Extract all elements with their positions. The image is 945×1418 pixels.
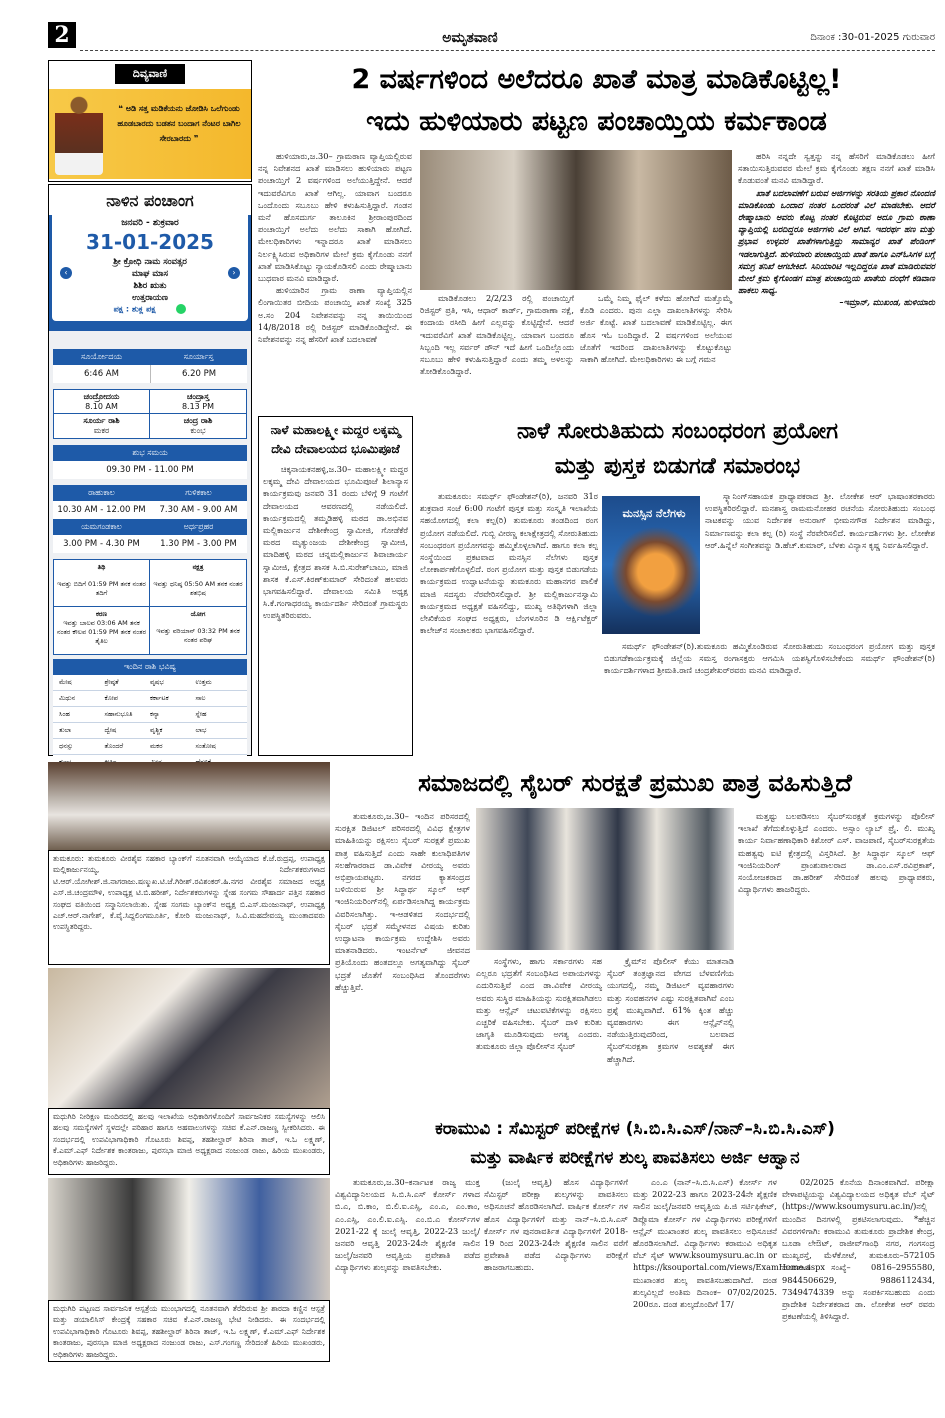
rashi-title: ಇಂದಿನ ರಾಶಿ ಭವಿಷ್ಯ xyxy=(53,659,247,675)
shubha-label: ಶುಭ ಸಮಯ xyxy=(53,445,247,461)
moonset-label: ಚಂದ್ರಾಸ್ತ xyxy=(186,391,210,401)
article1-column-1 xyxy=(258,150,412,414)
article3-headline: ಸಮಾಜದಲ್ಲಿ ಸೈಬರ್ ಸುರಕ್ಷತೆ ಪ್ರಮುಖ ಪಾತ್ರ ವಹಿಸುತ್ತಿದೆ xyxy=(418,769,852,797)
article2-column-3 xyxy=(604,640,935,756)
samvatsara: ಶ್ರೀ ಕ್ರೋಧಿ ನಾಮ ಸಂವತ್ಸರ xyxy=(113,257,187,267)
panchanga-day: ಜನವರಿ - ಶುಕ್ರವಾರ xyxy=(121,218,179,228)
rashi-row xyxy=(53,691,247,707)
mahalakshmi-box xyxy=(258,416,413,756)
sunset-label: ಸೂರ್ಯಾಸ್ತ xyxy=(150,349,247,365)
paragraph: ತುಮಕೂರು: ಸಮರ್ಥ್ ಫೌಂಡೇಶನ್(ರಿ), ಜನವರಿ 31ರ ಶುಕ್ರವಾರ ಸಂಜೆ 6:00 ಗಂಟೆಗೆ ಪುಸ್ತಕ ಮತ್ತು ಸಂಸ್ಕೃತಿ ಇಲಾಖೆಯ ಸಹಯೋಗದಲ್ಲಿ ಕಲಾ ಕಲ್ಪ(ರಿ) ತುಮಕೂರು ತಂಡದಿಂದ ರಂಗ ಪ್ರಯೋಗ ನಡೆಯಲಿದೆ. ಗುಬ್ಬಿ ವೀರಣ್ಣ ಕಲಾಕ್ಷೇತ್ರದಲ್ಲಿ ಸೋರುತಿಹುದು ಸಂಬಂಧರಂಗ ಪ್ರಯೋಗವನ್ನು ಹಮ್ಮಿಕೊಳ್ಳಲಾಗಿದೆ. ಹಾಗೂ ಕಲಾ ಕಲ್ಪ ಸಂಸ್ಥೆಯಿಂದ ಪ್ರಕಟವಾದ ಮನಸ್ಸಿನ ನೆಲೆಗಳು ಪುಸ್ತಕ ಲೋಕಾರ್ಪಣೆಗೊಳ್ಳಲಿದೆ. ರಂಗ ಪ್ರಯೋಗ ಮತ್ತು ಪುಸ್ತಕ ಬಿಡುಗಡೆಯ ಕಾರ್ಯಕ್ರಮದ ಉದ್ಘಾಟನೆಯನ್ನು ತುಮಕೂರು ಮಹಾನಗರ ಪಾಲಿಕೆ ಮಾಜಿ ಸದಸ್ಯರು ನೆರವೇರಿಸಲಿದ್ದಾರೆ. ಶ್ರೀ ಮಲ್ಲಿಕಾರ್ಜುನಸ್ವಾಮಿ ಕಾರ್ಯಕ್ರಮದ ಅಧ್ಯಕ್ಷತೆ ವಹಿಸಲಿದ್ದು, ಮುಖ್ಯ ಅತಿಥಿಗಳಾಗಿ ಜಿಲ್ಲಾ ಲೇಖಿಕೆಯರ ಸಂಘದ ಅಧ್ಯಕ್ಷರು, ಬೆಂಗಳೂರಿನ ಡಿ ಆರ್ಕ್ಷಿಟೆಕ್ಚರ್ ಕಾಲೇಜ್‌ನ ಸಂಚಾಲಕರು ಭಾಗವಹಿಸಲಿದ್ದಾರೆ. xyxy=(420,491,598,636)
article3-column-3 xyxy=(607,955,734,1110)
whatsapp-icon[interactable] xyxy=(176,304,186,314)
rahu-label: ರಾಹುಕಾಲ xyxy=(53,485,150,501)
article4-column-3 xyxy=(633,1176,825,1416)
article1-photo xyxy=(420,150,732,290)
chandra-rashi-value: ಕುಂಭ xyxy=(190,425,206,435)
sidebar-quote: ಖಾತೆ ಬದಲಾವಣೆಗೆ ಬರುವ ಅರ್ಜಿಗಳನ್ನು ಸರತಿಯ ಪ್ರಕಾರ ನೊಂದಣಿ ಮಾಡಿಕೊಂಡು ಒಂದಾದ ನಂತರ ಒಂದರಂತೆ ವಿಲೆ ಮಾಡಬೇಕು. ಆದರೆ ರೇಷ್ಮಾಬಾನು ಅವರು ಕೊಟ್ಟ ನಂತರ ಕೊಟ್ಟಿರುವ ಅದೂ ಗ್ರಾಮ ಠಾಣಾ ವ್ಯಾಪ್ತಿಯಲ್ಲಿ ಬರದಿದ್ದರೂ ಅರ್ಜಿಗಳು ವಿಲೆ ಆಗಿವೆ. ಇದರರ್ಥ ಹಣ ಮತ್ತು ಪ್ರಭಾವ ಉಳ್ಳವರ ಖಾತೆಗಳಾಗುತ್ತಿದ್ದು ಸಾಮಾನ್ಯರ ಖಾತೆ ಪೆಂಡಿಂಗ್ ಇಡಲಾಗುತ್ತಿದೆ. ಹುಳಿಯಾರು ಪಂಚಾಯ್ತಿಯ ಖಾತೆ ಹಾಗೂ ಎನ್‌ಓಸಿಗಳ ಬಗ್ಗೆ ಸಮಗ್ರ ತನಿಖೆ ಆಗಬೇಕಿದೆ. ಸಿನಿಯಾರಿಟಿ ಇಲ್ಲದಿದ್ದರೂ ಖಾತೆ ಮಾಡಿರುವವರ ಮೇಲೆ ಕ್ರಮ ಕೈಗೊಂಡಗ ಮಾತ್ರ ಪಂಚಾಯ್ತಿಯ ಖಾತೆಯ ದಂಧೆಗೆ ಕಡಿವಾಣ ಹಾಕಲು ಸಾಧ್ಯ. xyxy=(738,187,936,296)
article2-column-1 xyxy=(420,490,598,755)
paragraph: ಸಂಸ್ಥೆಗಳು, ಹಾಗು ಸರ್ಕಾರಗಳು ಸಹ ಎಲ್ಲರೂ ಭದ್ರತೆಗೆ ಸಂಬಂಧಿಸಿದ ಅಪಾಯಗಳನ್ನು ಎದುರಿಸುತ್ತಿವೆ ಎಂದ ಡಾ.ವಿವೇಕ ವೀರಯ್ಯ ಅವರು ಸುಸ್ಥಿರ ಮಾಹಿತಿಯನ್ನು ಸುರಕ್ಷಿತವಾಗಿಡಲು ಮತ್ತು ಆನ್ಲೈನ್ ಚಟುವಟಿಕೆಗಳನ್ನು ರಕ್ಷಿಸಲು ಎಚ್ಚರಿಕೆ ವಹಿಸಬೇಕು. ಸೈಬರ್ ದಾಳಿ ಕುರಿತು ಜಾಗೃತಿ ಮೂಡಿಸುವುದು ಅಗತ್ಯ ಎಂದರು. ತುಮಕೂರು ಜಿಲ್ಲಾ ಪೊಲೀಸ್‌ನ ಸೈಬರ್ xyxy=(476,956,602,1052)
paragraph: 02/2025 ಕೊನೆಯ ದಿನಾಂಕವಾಗಿದೆ. ಪರೀಕ್ಷಾ ವೇಳಾಪಟ್ಟಿಯನ್ನು ವಿಶ್ವವಿದ್ಯಾಲಯದ ಅಧಿಕೃತ ವೆಬ್ ಸೈಟ್ (https://www.ksoumysuru.ac.in/)ನಲ್ಲಿ ಮುಂದಿನ ದಿನಗಳಲ್ಲಿ ಪ್ರಕಟಿಸಲಾಗುವುದು. *ಹೆಚ್ಚಿನ ವಿವರಗಳಿಗಾಗಿ: ಕರಾಮುವಿ ತುಮಕೂರು ಪ್ರಾದೇಶಿಕ ಕೇಂದ್ರ, ಬೂಡಾ ಲೇಔಟ್, ರಾಜೀವ್‌ಗಾಂಧಿ ನಗರ, ಗಂಗಸಂದ್ರ ಮುಖ್ಯರಸ್ತೆ, ಮೆಳೆಕೋಟೆ, ತುಮಕೂರು–572105 ದೂರವಾಣಿ ಸಂಖ್ಯೆ– 0816–2955580, 9844506629, 9886112434, 7349474339 ಅನ್ನು ಸಂಪರ್ಕಿಸಬಹುದು ಎಂದು ಪ್ರಾದೇಶಿಕ ನಿರ್ದೇಶಕರಾದ ಡಾ. ಲೋಕೇಶ ಆರ್ ರವರು ಪ್ರಕಟಣೆಯಲ್ಲಿ ತಿಳಿಸಿದ್ದಾರೆ. xyxy=(782,1177,935,1322)
header-divider xyxy=(80,50,935,51)
next-arrow-icon[interactable]: › xyxy=(228,267,240,279)
rashi-name: ಮೇಷ xyxy=(59,677,72,686)
paragraph: ಒಮ್ಮೆ ನಿಮ್ಮ ಫೈಲ್ ಕಳೆದು ಹೋಗಿದೆ ಮತ್ತೊಮ್ಮೆ ಕೊಡಿ ಎಂದರು. ಪುನಃ ಎಲ್ಲಾ ದಾಖಲಾತಿಗಳನ್ನು ಸೇರಿಸಿ ಅರ್ಜಿ ಕೊಟ್ಟೆ. ಖಾತೆ ಬದಲಾವಣೆ ಮಾಡಿಕೊಟ್ಟಿಲ್ಲ. ಈಗ ಹೊಸ ಇಓ ಬಂದಿದ್ದಾರೆ. 2 ವರ್ಷಗಳಿಂದ ಅಲೆಯುವ ಜೊತೆಗೆ ಇದರಿಂದ ದಾಖಲಾತಿಗಳನ್ನು ಕೊಟ್ಟುಕೊಟ್ಟು ಸಾಕಾಗಿ ಹೋಗಿದೆ. ಮೇಲಧಿಕಾರಿಗಳು ಈ ಬಗ್ಗೆ ಗಮನ xyxy=(580,293,732,365)
book-cover xyxy=(602,496,700,634)
paragraph: ಕ್ರೈಮ್‌ನ ಪೊಲೀಸ್ ಕೆಯು ಮಾತನಾಡಿ ಸೈಬರ್ ತಂತ್ರಜ್ಞಾನದ ವೇಗದ ಬೆಳವಣಿಗೆಯ ಯುಗದಲ್ಲಿ, ನಮ್ಮ ಡಿಜಿಟಲ್ ವ್ಯವಹಾರಗಳು ಮತ್ತು ಸಂವಹನಗಳ ಎಷ್ಟು ಸುರಕ್ಷಿತವಾಗಿವೆ ಎಂಬ ಪ್ರಶ್ನೆ ಮುಖ್ಯವಾಗಿದೆ. 61% ಕ್ಕಿಂತ ಹೆಚ್ಚು ವ್ಯವಹಾರಗಳು ಈಗ ಆನ್ಲೈನ್‌ನಲ್ಲಿ ನಡೆಯುತ್ತಿರುವುದರಿಂದ, ಬಲವಾದ ಸೈಬರ್‌ಸುರಕ್ಷತಾ ಕ್ರಮಗಳ ಅವಶ್ಯಕತೆ ಈಗ ಹೆಚ್ಚಾಗಿದೆ. xyxy=(607,956,734,1064)
ardha-value: 1.30 PM - 3.00 PM xyxy=(150,535,247,553)
masa: ಮಾಘ ಮಾಸ xyxy=(131,269,169,279)
rashi-prediction: ಸ್ನೇಹ xyxy=(195,709,207,718)
article3-column-4 xyxy=(738,810,935,1112)
article3-column-2 xyxy=(476,955,602,1110)
karana-value: ಇವತ್ತು ಬಾಲವ 03:06 AM ತನಕ ನಂತರ ಕೌಲವ 01:59 PM ತನಕ ನಂತರ ತೈತಿಲ xyxy=(56,618,147,645)
rashi-name: ಮಕರ xyxy=(150,741,163,750)
rashi-prediction: ಸಂತೋಷ xyxy=(195,741,216,750)
article2-headline-1: ನಾಳೆ ಸೋರುತಿಹುದು ಸಂಬಂಧರಂಗ ಪ್ರಯೋಗ xyxy=(516,419,839,444)
paragraph: ಎಂ.ಎ (ನಾನ್–ಸಿ.ಬಿ.ಸಿ.ಎಸ್) ಕೋರ್ಸ್ ಗಳ ಮತ್ತು 2022-23 ಹಾಗೂ 2023-24ನೇ ಶೈಕ್ಷಣಿಕ ಸಾಲಿನ ಜುಲೈ/ಜನವರಿ ಆವೃತ್ತಿಯ ಪಿ.ಜಿ ಸರ್ಟಿಫಿಕೇಟ್, ಡಿಪ್ಲೊಮಾ ಕೋರ್ಸ್ ಗಳ ವಿದ್ಯಾರ್ಥಿಗಳು ಪರೀಕ್ಷೆಗಳಿಗೆ ಆನ್ಲೈನ್ ಮುಖಾಂತರ ಶುಲ್ಕ ಪಾವತಿಸಲು ಅಧಿಸೂಚನೆ ಹೊರಡಿಸಲಾಗಿದೆ. ವಿದ್ಯಾರ್ಥಿಗಳು ಕರಾಮುವಿ ಅಧಿಕೃತ ವೆಬ್ ಸೈಟ್ www.ksoumysuru.ac.in or https://ksouportal.com/views/ExamHome.aspx ಮುಖಾಂತರ ಶುಲ್ಕ ಪಾವತಿಸಬಹುದಾಗಿದೆ. ದಂಡ ಶುಲ್ಕವಿಲ್ಲದೆ ಅಂತಿಮ ದಿನಾಂಕ– 07/02/2025. 200ರೂ. ದಂಡ ಶುಲ್ಕದೊಂದಿಗೆ 17/ xyxy=(633,1177,825,1310)
signoff: –ಇಮ್ರಾನ್, ಮುಖಂಡ, ಹುಳಿಯಾರು xyxy=(839,297,935,308)
mahalakshmi-headline: ನಾಳೆ ಮಹಾಲಕ್ಷ್ಮೀ ಮದ್ದರ ಲಕ್ಕಮ್ಮ ದೇವಿ ದೇವಾಲಯದ ಭೂಮಿಪೂಜೆ xyxy=(270,423,401,456)
yama-label: ಯಮಗಂಡಕಾಲ xyxy=(53,519,150,535)
rashi-prediction: ಸಾಲ xyxy=(195,693,206,702)
article1-headline-1: 2 ವರ್ಷಗಳಿಂದ ಅಲೆದರೂ ಖಾತೆ ಮಾತ್ರ ಮಾಡಿಕೊಟ್ಟಿಲ್ಲ! xyxy=(351,64,842,95)
ardha-label: ಅರ್ಧಪ್ರಹರ xyxy=(150,519,247,535)
article1-column-2 xyxy=(420,292,574,414)
rashi-name: ಕನ್ಯಾ xyxy=(150,709,160,718)
sunrise-label: ಸೂರ್ಯೋದಯ xyxy=(53,349,150,365)
article4-column-4 xyxy=(782,1176,935,1416)
article4-column-2 xyxy=(484,1176,628,1416)
paksha: ಪಕ್ಷ : ಶುಕ್ಲ ಪಕ್ಷ xyxy=(113,304,156,314)
moonset-value: 8.13 PM xyxy=(181,401,215,411)
article3-column-1 xyxy=(335,810,470,1112)
chandra-rashi-label: ಚಂದ್ರ ರಾಶಿ xyxy=(183,415,213,425)
bank-caption: ತುಮಕೂರು: ತುಮಕೂರು ವೀರಶೈವ ಸಹಕಾರ ಬ್ಯಾಂಕ್‌ಗೆ ನೂತನವಾಗಿ ಆಯ್ಕೆಯಾದ ಕೆ.ಜೆ.ರುದ್ರಪ್ಪ, ಉಪಾಧ್ಯಕ್ಷ ಮಲ್ಲಿಕಾರ್ಜುನಯ್ಯ, ನಿರ್ದೇಶಕರುಗಳಾದ ಟಿ.ಆರ್.ಯೋಗೀಶ್.ಜಿ.ನಾಗರಾಜು.ಷಣ್ಮುಖ.ಟಿ.ಜೆ.ಗಿರೀಶ್.ರವಿಶಂಕರ್.ಹಿ.ನಗರ ವೀರಶೈವ ಸಮಾಜದ ಅಧ್ಯಕ್ಷ ಎಸ್.ಜಿ.ಚಂದ್ರಮೌಳಿ, ಉಪಾಧ್ಯಕ್ಷ ಟಿ.ಬಿ.ಹರೀಶ್, ನಿರ್ದೇಶಕರುಗಳನ್ನು ಸ್ನೇಹ ಸಂಗಮ ಸೌಹಾರ್ದ ಪತ್ತಿನ ಸಹಕಾರ ಸಂಘದ ವತಿಯಿಂದ ಸನ್ಮಾನಿಸಲಾಯಿತು. ಸ್ನೇಹ ಸಂಗಮ ಬ್ಯಾಂಕ್‌ನ ಅಧ್ಯಕ್ಷ ಬಿ.ಎಸ್.ಮಂಜುನಾಥ್, ಉಪಾಧ್ಯಕ್ಷ ಎಚ್.ಆರ್.ನಾಗೇಶ್, ಕೆ.ವೈ.ಸಿದ್ದಲಿಂಗಮೂರ್ತಿ, ಕೋರಿ ಮಂಜುನಾಥ್, ಸಿ.ವಿ.ಮಹದೇವಯ್ಯ ಮುಂತಾದವರು ಉಪಸ್ಥಿತರಿದ್ದರು. xyxy=(48,850,330,965)
paragraph: ಮತ್ತಷ್ಟು ಬಲಪಡಿಸಲು ಸೈಬರ್‌ಸುರಕ್ಷತೆ ಕ್ರಮಗಳನ್ನು ಪೊಲೀಸ್ ಇಲಾಖೆ ತೆಗೆದುಕೊಳ್ಳುತ್ತಿದೆ ಎಂದರು. ಅಸ್ಸಾಂ ಲ್ಯಾಬ್ ಪ್ರೈ. ಲಿ. ಮುಖ್ಯ ಕಾರ್ಯ ನಿರ್ವಾಹಣಾಧಿಕಾರಿ ಕಿಶೋರ್ ಎಸ್. ವಾಜಪಾಣಿ, ಸೈಬರ್‌ಸುರಕ್ಷತೆಯ ಮಹತ್ವವು ಐಟಿ ಕ್ಷೇತ್ರದಲ್ಲಿ ವಿಸ್ತರಿಸಿದೆ. ಶ್ರೀ ಸಿದ್ಧಾರ್ಥ ಸ್ಕೂಲ್ ಆಫ್ ಇಂಜಿನಿಯರಿಂಗ್ ಪ್ರಾಂಶುಪಾಲರಾದ ಡಾ.ಎಂ.ಎಸ್.ರವಿಪ್ರಕಾಶ್, ಸಂಯೋಜಕರಾದ ಡಾ.ಹರೀಶ್ ಸೇರಿದಂತೆ ಹಲವು ಪ್ರಾಧ್ಯಾಪಕರು, ವಿದ್ಯಾರ್ಥಿಗಳು ಹಾಜರಿದ್ದರು. xyxy=(738,811,935,895)
article4-column-1 xyxy=(335,1176,480,1416)
madhugiri-meeting-photo xyxy=(48,968,330,1108)
paragraph: ಹುಳಿಯಾರಿನ ಗ್ರಾಮ ಠಾಣಾ ವ್ಯಾಪ್ತಿಯಲ್ಲಿನ ಲಿಂಗಾಯಿತರ ಬೀದಿಯ ಪಂಚಾಯ್ತಿ ಖಾತೆ ಸಂಖ್ಯೆ 325 ಅ.ಸಂ 204 ನಿವೇಶನವನ್ನು ನನ್ನ ತಾಯಿಯಿಂದ 14/8/2018 ರಲ್ಲಿ ರಿಜಿಸ್ಟರ್ ಮಾಡಿಕೊಂಡಿದ್ದೇನೆ. ಈ ನಿವೇಶನವನ್ನು ನನ್ನ ಹೆಸರಿಗೆ ಖಾತೆ ಬದಲಾವಣೆ xyxy=(258,285,412,345)
sunset-value: 6.20 PM xyxy=(150,365,247,383)
ayana: ಉತ್ತರಾಯಣ xyxy=(132,293,168,303)
article1-column-4 xyxy=(738,150,935,412)
divyavani-quote: ❝ ಅಡಿ ಸತ್ತ ಮಡಿಕೆಯನು ಜೋಡಿಸಿ ಒಲೆಗುಂಡು ಹೂಡಬಾರದು ಬಡತನ ಬಂದಾಗ ನೆಂಟರ ಬಾಗಿಲ ಸೇರಬಾರದು ❞ xyxy=(117,104,241,143)
panchanga-date: 31-01-2025 xyxy=(86,230,214,254)
yoga-label: ಯೋಗ xyxy=(190,609,206,618)
rashi-name: ವೃಷಭ xyxy=(150,677,164,686)
panchanga-title: ನಾಳಿನ ಪಂಚಾಂಗ xyxy=(49,185,251,215)
article2-headline-2: ಮತ್ತು ಪುಸ್ತಕ ಬಿಡುಗಡೆ ಸಮಾರಂಭ xyxy=(554,454,801,479)
sunrise-value: 6:46 AM xyxy=(53,365,150,383)
issue-date: ದಿನಾಂಕ :30-01-2025 ಗುರುವಾರ xyxy=(810,32,935,43)
nakshatra-label: ನಕ್ಷತ್ರ xyxy=(192,562,204,571)
tithi-value: ಇವತ್ತು ಬಿದಿಗೆ 01:59 PM ತನಕ ನಂತರ ತದಿಗೆ xyxy=(57,579,146,597)
divyavani-banner xyxy=(49,89,251,179)
paragraph: ತುಮಕೂರು,ಜ.30–ಕರ್ನಾಟಕ ರಾಜ್ಯ ಮುಕ್ತ ವಿಶ್ವವಿದ್ಯಾನಿಲಯದ ಸಿ.ಬಿ.ಸಿ.ಎಸ್ ಕೋರ್ಸ್ ಗಳಾದ ಬಿ.ಎ, ಬಿ.ಕಾಂ, ಬಿ.ಲಿ.ಐ.ಎಸ್ಸಿ, ಎಂ.ಎ, ಎಂ.ಕಾಂ, ಎಂ.ಎಸ್ಸಿ, ಎಂ.ಲಿ.ಐ.ಎಸ್ಸಿ. ಎಂ.ಬಿ.ಎ ಕೋರ್ಸ್‌ಗಳ 2021-22 ಕ್ಕೆ ಜುಲೈ ಆವೃತ್ತಿ, 2022-23 ಜುಲೈ/ಜನವರಿ ಆವೃತ್ತಿ 2023-24ನೇ ಶೈಕ್ಷಣಿಕ ಸಾಲಿನ ಜುಲೈ/ಜನವರಿ ಆವೃತ್ತಿಯ ಪ್ರವೇಶಾತಿ ಪಡೆದ ವಿದ್ಯಾರ್ಥಿಗಳು ಶುಲ್ಕವನ್ನು ಪಾವತಿಸಬೇಕು. xyxy=(335,1177,480,1273)
paragraph: ಸಮರ್ಥ್ ಫೌಂಡೇಶನ್(ರಿ).ತುಮಕೂರು ಹಮ್ಮಿಕೊಂಡಿರುವ ಸೋರುತಿಹುದು ಸಂಬಂಧರಂಗ ಪ್ರಯೋಗ ಮತ್ತು ಪುಸ್ತಕ ಬಿಡುಗಡೆಕಾರ್ಯಕ್ರಮಕ್ಕೆ ಜಿಲ್ಲೆಯ ಸಮಸ್ತ ರಂಗಾಸಕ್ತರು ಆಗಮಿಸಿ ಯಶಸ್ವಿಗೊಳಿಸಬೇಕೆಂದು ಸಮರ್ಥ್ ಫೌಂಡೇಶನ್(ರಿ) ಕಾರ್ಯದರ್ಶಿಗಳಾದ ಶ್ರೀಮತಿ.ರಾಣಿ ಚಂದ್ರಶೇಖರ್‌ರವರು ಮನವಿ ಮಾಡಿದ್ದಾರೆ. xyxy=(604,641,935,676)
rashi-row xyxy=(53,675,247,691)
rashi-prediction: ಲಾಭ xyxy=(195,725,207,734)
surya-rashi-label: ಸೂರ್ಯ ರಾಶಿ xyxy=(83,415,120,425)
paragraph: ತುಮಕೂರು,ಜ.30– ಇಂದಿನ ಪರಿಸರದಲ್ಲಿ ಸುರಕ್ಷಿತ ಡಿಜಿಟಲ್ ಪರಿಸರದಲ್ಲಿ ವಿವಿಧ ಕ್ಷೇತ್ರಗಳ ಮಾಹಿತಿಯನ್ನು ರಕ್ಷಿಸಲು ಸೈಬರ್ ಸುರಕ್ಷತೆ ಪ್ರಮುಖ ಪಾತ್ರ ವಹಿಸುತ್ತಿದೆ ಎಂದು ಸಾಹೇ ಕುಲಾಧಿಪತಿಗಳ ಸಲಹೆಗಾರರಾದ ಡಾ.ವಿವೇಕ ವೀರಯ್ಯ ಅವರು ಅಭಿಪ್ರಾಯಪಟ್ಟರು. ನಗರದ ಕ್ಯಾತಸಂದ್ರದ ಬಳಿಯಿರುವ ಶ್ರೀ ಸಿದ್ಧಾರ್ಥ ಸ್ಕೂಲ್ ಆಫ್ ಇಂಜಿನಿಯರಿಂಗ್‌ನಲ್ಲಿ ಏರ್ಪಡಿಸಲಾಗಿದ್ದ ಕಾರ್ಯಕ್ರಮ ವಿವರಿಸಲಾಗಿತ್ತು. ಇ-ಆಡಳಿತದ ಸಂದರ್ಭದಲ್ಲಿ ಸೈಬರ್ ಭದ್ರತೆ ಸಮ್ಮೇಳನದ ವಿಷಯ ಕುರಿತು ಉದ್ಘಾಟನಾ ಕಾರ್ಯಕ್ರಮ ಉದ್ದೇಶಿಸಿ ಅವರು ಮಾತನಾಡಿದರು. ಇಂಟರ್ನೆಟ್ ಜೀವನದ ಪ್ರತಿಯೊಂದು ಹಂತದಲ್ಲೂ ಅಗತ್ಯವಾಗಿದ್ದು ಸೈಬರ್ ಭದ್ರತೆ ಜೊತೆಗೆ ಸಂಬಂಧಿಸಿದ ತೊಂದರೆಗಳು ಹೆಚ್ಚುತ್ತಿವೆ. xyxy=(335,811,470,992)
rashi-name: ತುಲಾ xyxy=(59,725,72,734)
rashi-table xyxy=(53,675,247,771)
rashi-prediction: ಉತ್ತಮ xyxy=(195,677,212,686)
article2-column-2 xyxy=(705,490,935,636)
rashi-name: ಕರ್ಕಾಟಕ xyxy=(150,693,169,702)
prev-arrow-icon[interactable]: ‹ xyxy=(60,267,72,279)
rashi-name: ವೃಶ್ಚಿಕ xyxy=(150,725,163,734)
rashi-row xyxy=(53,739,247,755)
karana-label: ಕರಣ xyxy=(96,609,107,618)
article1-headline-2: ಇದು ಹುಳಿಯಾರು ಪಟ್ಟಣ ಪಂಚಾಯ್ತಿಯ ಕರ್ಮಕಾಂಡ xyxy=(366,106,827,137)
rashi-prediction: ಸಹಾನುಭೂತಿ xyxy=(104,709,133,718)
divyavani-title: ದಿವ್ಯವಾಣಿ xyxy=(115,64,185,84)
book-title: ಮನಸ್ಸಿನ ನೆಲೆಗಳು xyxy=(622,507,686,520)
paragraph: ಸ್ಕ್ಯಾನಿಂಗ್‌ಸಹಾಯಕ ಪ್ರಾಧ್ಯಾಪಕರಾದ ಶ್ರೀ. ಲೋಕೇಶ ಆರ್ ಭಾಷಾಂತರಕಾರರು ಉಪಸ್ಥಿತರಿರಲಿದ್ದಾರೆ. ಮನಶಾಸ್ತ್ರ ರಾಮಮನೋಹರ ರಚನೆಯ ಸೋರುತಿಹುದು ಸಂಬಂಧ ನಾಟಕವನ್ನು ಯುವ ನಿರ್ದೇಶಕ ಅನುರಾಗ್ ಭೀಮನಗೌಡ ನಿರ್ದೇಶನ ಮಾಡಿದ್ದು, ನಿರ್ಮಾಣವನ್ನು ಕಲಾ ಕಲ್ಪ (ರಿ) ಸಂಸ್ಥೆ ನೆರವೇರಿಸಲಿದೆ. ಕಾರ್ಯದರ್ಶಿಗಳು ಶ್ರೀ. ಲೋಕೇಶ ಆರ್.ಹಿನ್ನೆಲೆ ಸಂಗೀತವನ್ನು ಡಿ.ಹೆಚ್.ಕುಮಾರ್, ಬೆಳಕು ವಿನ್ಯಾಸ ಕೃಷ್ಣ ನಿರ್ವಹಿಸಲಿದ್ದಾರೆ. xyxy=(705,491,935,550)
divyavani-box xyxy=(48,60,252,182)
gulika-value: 7.30 AM - 9.00 AM xyxy=(150,501,247,519)
article1-column-3 xyxy=(580,292,732,414)
rashi-row xyxy=(53,723,247,739)
paragraph: (ಜುಲೈ ಆವೃತ್ತಿ) ಹೊಸ ವಿದ್ಯಾರ್ಥಿಗಳಿಗೆ ಸೆಮಿಸ್ಟರ್ ಪರೀಕ್ಷಾ ಶುಲ್ಕಗಳನ್ನು ಪಾವತಿಸಲು ಅಧಿಸೂಚನೆ ಹೊರಡಿಸಲಾಗಿದೆ. ವಾರ್ಷಿಕ ಕೋರ್ಸ್ ಗಳ ಹೊಸ ವಿದ್ಯಾರ್ಥಿಗಳಿಗೆ ಮತ್ತು ನಾನ್–ಸಿ.ಬಿ.ಸಿ.ಎಸ್ ಕೋರ್ಸ್ ಗಳ ಪುನರಾವರ್ತಿತ ವಿದ್ಯಾರ್ಥಿಗಳಿಗೆ 2018-19 ರಿಂದ 2023-24ನೇ ಶೈಕ್ಷಣಿಕ ಸಾಲಿನ ವರೆಗೆ ಪ್ರವೇಶಾತಿ ಪಡೆದ ವಿದ್ಯಾರ್ಥಿಗಳು ಪರೀಕ್ಷೆಗೆ ಹಾಜರಾಗಬಹುದು. xyxy=(484,1177,628,1273)
nakshatra-value: ಇವತ್ತು ಧನಿಷ್ಠ 05:50 AM ತನಕ ನಂತರ ಶತಭಿಷ xyxy=(153,579,243,597)
ritu: ಶಿಶಿರ ಋತು xyxy=(133,281,167,291)
rashi-prediction: ದ್ವೇಷ xyxy=(104,725,117,734)
shubha-value: 09.30 PM - 11.00 PM xyxy=(53,461,247,479)
panchanga-panel xyxy=(48,184,252,756)
bank-felicitation-photo xyxy=(48,762,330,850)
rashi-prediction: ತೊಂದರೆ xyxy=(104,741,124,750)
hospital-visit-photo xyxy=(48,1178,330,1300)
cyber-event-photo xyxy=(476,808,734,950)
paragraph: ಹುಳಿಯಾರು,ಜ.30– ಗ್ರಾಮಠಾಣ ವ್ಯಾಪ್ತಿಯಲ್ಲಿರುವ ನನ್ನ ನಿವೇಶನದ ಖಾತೆ ಮಾಡಿಸಲು ಹುಳಿಯಾರು ಪಟ್ಟಣ ಪಂಚಾಯ್ತಿಗೆ 2 ವರ್ಷಗಳಿಂದ ಅಲೆಯುತ್ತಿದ್ದೇನೆ. ಆದರೆ ಇದುವರೆವಿಗೂ ಖಾತೆ ಆಗಿಲ್ಲ. ಯಾವಾಗ ಬಂದರೂ ಒಂದೊಂದು ಸಬೂಬು ಹೇಳಿ ಕಳುಹಿಸುತ್ತಿದ್ದಾರೆ. ಗಂಡನ ಮನೆ ಹೊಸದುರ್ಗ ತಾಲೂಕಿನ ಶ್ರೀರಾಂಪುರದಿಂದ ಪಂಚಾಯ್ತಿಗೆ ಅಲೆದು ಅಲೆದು ಸಾಕಾಗಿ ಹೋಗಿದೆ. ಮೇಲಧಿಕಾರಿಗಳು ಇನ್ನಾದರೂ ಖಾತೆ ಮಾಡಿಸಲು ನಿರ್ಲಕ್ಷ್ಯಿಸಿರುವ ಅಧಿಕಾರಿಗಳ ಮೇಲೆ ಕ್ರಮ ಕೈಗೊಂಡು ನನಗೆ ಖಾತೆ ಮಾಡಿಸಿಕೊಟ್ಟು ನ್ಯಾಯಕೊಡಿಸಲಿ ಎಂದು ರೇಷ್ಮಾಬಾನು ಬುಧವಾರ ಮನವಿ ಮಾಡಿದ್ದಾರೆ. xyxy=(258,151,412,284)
paragraph: ಹರಿಸಿ ನನ್ನದೇ ಸ್ವತ್ತನ್ನು ನನ್ನ ಹೆಸರಿಗೆ ಮಾಡಿಕೊಡಲು ಹೀಗೆ ಸತಾಯಿಸುತ್ತಿರುವವರ ಮೇಲೆ ಕ್ರಮ ಕೈಗೊಂಡು ತಕ್ಷಣ ನನಗೆ ಖಾತೆ ಮಾಡಿಸಿ ಕೊಡುವಂತೆ ಮನವಿ ಮಾಡಿದ್ದಾರೆ. xyxy=(738,151,935,186)
masthead: ಅಮೃತವಾಣಿ xyxy=(442,30,498,46)
yama-value: 3.00 PM - 4.30 PM xyxy=(53,535,150,553)
rashi-name: ಧನಸ್ಸು xyxy=(59,741,73,750)
madhugiri-meeting-caption: ಮಧುಗಿರಿ ನೀರಿಕ್ಷಣ ಮಂದಿರದಲ್ಲಿ ಹಲವು ಇಲಾಖೆಯ ಅಧಿಕಾರಿಗಳೊಂದಿಗೆ ಸಾರ್ವಜನಿಕರ ಸಮಸ್ಯೆಗಳನ್ನು ಆಲಿಸಿ ಹಲವು ಸಮಸ್ಯೆಗಳಿಗೆ ಸ್ಥಳದಲ್ಲೇ ಪರಿಹಾರ ಹಾಗೂ ಅಹವಾಲುಗಳನ್ನು ಸಚಿವ ಕೆ.ಎನ್.ರಾಜಣ್ಣ ಸ್ವೀಕರಿಸಿದರು. ಈ ಸಂದರ್ಭದಲ್ಲಿ ಉಪವಿಭಾಗಾಧಿಕಾರಿ ಗೊಟೂರು ಶಿವಪ್ಪ, ತಹಶೀಲ್ದಾರ್ ಶಿರಿನಾ ತಾಜ್, ಇ.ಓ ಲಕ್ಷ್ಮಣ್, ಕೆ.ಎಮ್.ಎಫ್ ನಿರ್ದೇಶಕ ಕಾಂತರಾಜು, ಪುರಸಭಾ ಮಾಜಿ ಅಧ್ಯಕ್ಷರಾದ ನಂಜುಂಡ ರಾಜು, ಹಿರಿಯ ಮುಖಂಡರು, ಅಧಿಕಾರಿಗಳು ಹಾಜರಿದ್ದರು. xyxy=(48,1108,330,1175)
rashi-name: ಸಿಂಹ xyxy=(59,709,70,718)
moonrise-value: 8.10 AM xyxy=(85,401,118,411)
rashi-prediction: ಶ್ರೇಷ್ಠತೆ xyxy=(104,677,119,686)
rashi-prediction: ಕೋಪ xyxy=(104,693,118,702)
mahalakshmi-body: ಚಿಕ್ಕನಾಯಕನಹಳ್ಳಿ,ಜ.30– ಮಹಾಲಕ್ಷ್ಮೀ ಮದ್ದರ ಲಕ್ಕಮ್ಮ ದೇವಿ ದೇವಾಲಯದ ಭೂಮಿಪೂಜೆ ಶಿಲಾನ್ಯಾಸ ಕಾರ್ಯಕ್ರಮವು ಜನವರಿ 31 ರಂದು ಬೆಳಿಗ್ಗೆ 9 ಗಂಟೆಗೆ ದೇವಾಲಯದ ಆವರಣದಲ್ಲಿ ನಡೆಯಲಿದೆ. ಕಾರ್ಯಕ್ರಮದಲ್ಲಿ ತಮ್ಮಡಿಹಳ್ಳಿ ಮಠದ ಡಾ.ಅಭಿನವ ಮಲ್ಲಿಕಾರ್ಜುನ ದೇಶೀಕೇಂದ್ರ ಸ್ವಾಮೀಜಿ, ಗೋಡೆಕೆರೆ ಮಠದ ಮೃತ್ಯುಂಜಯ ದೇಶೀಕೇಂದ್ರ ಸ್ವಾಮೀಜಿ, ಮಾದಿಹಳ್ಳಿ ಮಠದ ಚನ್ನಮಲ್ಲಿಕಾರ್ಜುನ ಶಿವಾಚಾರ್ಯ ಸ್ವಾಮೀಜಿ, ಕ್ಷೇತ್ರದ ಶಾಸಕ ಸಿ.ಬಿ.ಸುರೇಶ್‌ಬಾಬು, ಮಾಜಿ ಶಾಸಕ ಕೆ.ಎಸ್.ಕಿರಣ್‌ಕುಮಾರ್ ಸೇರಿದಂತೆ ಹಲವರು ಭಾಗವಹಿಸಲಿದ್ದಾರೆ. ದೇವಾಲಯ ಸಮಿತಿ ಅಧ್ಯಕ್ಷ ಸಿ.ಕೆ.ಗಂಗಾಧರಯ್ಯ ಕಾರ್ಯದರ್ಶಿ ಸೇರಿದಂತೆ ಗ್ರಾಮಸ್ಥರು ಉಪಸ್ಥಿತರಿರುವರು. xyxy=(263,464,408,621)
rashi-row xyxy=(53,707,247,723)
rashi-name: ಮಿಥುನ xyxy=(59,693,76,702)
saint-illustration xyxy=(55,93,103,175)
surya-rashi-value: ಮಕರ xyxy=(93,425,110,435)
hospital-visit-caption: ಮಧುಗಿರಿ ಪಟ್ಟಣದ ಸಾರ್ವಜನಿಕ ಆಸ್ಪತ್ರೆಯ ಮುಂಭಾಗದಲ್ಲಿ ನೂತನವಾಗಿ ತೆರೆದಿರುವ ಶ್ರೀ ಶಾರದಾ ಕಣ್ಣಿನ ಆಸ್ಪತ್ರೆ ಮತ್ತು ಡಯಾಲಿಸಿಸ್ ಕೇಂದ್ರಕ್ಕೆ ಸಹಕಾರ ಸಚಿವ ಕೆ.ಎನ್.ರಾಜಣ್ಣ ಭೇಟಿ ನೀಡಿದರು. ಈ ಸಂದರ್ಭದಲ್ಲಿ ಉಪವಿಭಾಗಾಧಿಕಾರಿ ಗೊಟೂರು ಶಿವಪ್ಪ, ತಹಶೀಲ್ದಾರ್ ಶಿರಿನಾ ತಾಜ್, ಇ.ಓ ಲಕ್ಷ್ಮಣ್, ಕೆ.ಎಮ್.ಎಫ್ ನಿರ್ದೇಶಕ ಕಾಂತರಾಜು, ಪುರಸಭಾ ಮಾಜಿ ಅಧ್ಯಕ್ಷರಾದ ನಂಜುಂಡ ರಾಜು, ಎಸ್.ಗಂಗಣ್ಣ ಸೇರಿದಂತೆ ಹಿರಿಯ ಮುಖಂಡರು, ಅಧಿಕಾರಿಗಳು ಹಾಜರಿದ್ದರು. xyxy=(48,1300,330,1362)
rahu-value: 10.30 AM - 12.00 PM xyxy=(53,501,150,519)
gulika-label: ಗುಳಿಕಕಾಲ xyxy=(150,485,247,501)
article4-headline-2: ಮತ್ತು ವಾರ್ಷಿಕ ಪರೀಕ್ಷೆಗಳ ಶುಲ್ಕ ಪಾವತಿಸಲು ಅರ್ಜಿ ಆಹ್ವಾನ xyxy=(470,1148,800,1168)
yoga-value: ಇವತ್ತು ವರಿಯಾನ್ 03:32 PM ತನಕ ನಂತರ ಪರಿಘ xyxy=(156,626,240,644)
moonrise-label: ಚಂದ್ರೋದಯ xyxy=(83,391,120,401)
tithi-label: ತಿಥಿ xyxy=(97,562,106,571)
paragraph: ಮಾಡಿಕೊಡಲು 2/2/23 ರಲ್ಲಿ ಪಂಚಾಯ್ತಿಗೆ ರಿಜಿಸ್ಟರ್ ಪ್ರತಿ, ಇಸಿ, ಆಧಾರ್ ಕಾರ್ಡ್, ಗ್ರಾಮಠಾಣಾ ನಕ್ಷೆ, ಕಂದಾಯ ರಸೀದಿ ಹೀಗೆ ಎಲ್ಲವನ್ನು ಕೊಟ್ಟಿದ್ದೇನೆ. ಆದರೆ ಇದುವರೆವಿಗೆ ಖಾತೆ ಮಾಡಿಕೊಟ್ಟಿಲ್ಲ. ಯಾವಾಗ ಬಂದರೂ ಸಿಬ್ಬಂದಿ ಇಲ್ಲ ಸರ್ವರ್ ಡೌನ್ ಇದೆ ಹೀಗೆ ಒಂದಿಲ್ಲೊಂದು ಸಬೂಬು ಹೇಳಿ ಕಳುಹಿಸುತ್ತಿದ್ದಾರೆ ಎಂದು ತಮ್ಮ ಅಳಲನ್ನು ತೋಡಿಕೊಂಡಿದ್ದಾರೆ. xyxy=(420,293,574,377)
article4-headline-1: ಕರಾಮುವಿ : ಸೆಮಿಸ್ಟರ್ ಪರೀಕ್ಷೆಗಳ (ಸಿ.ಬಿ.ಸಿ.ಎಸ್/ನಾನ್–ಸಿ.ಬಿ.ಸಿ.ಎಸ್) xyxy=(435,1119,835,1139)
page-number: 2 xyxy=(48,22,76,48)
